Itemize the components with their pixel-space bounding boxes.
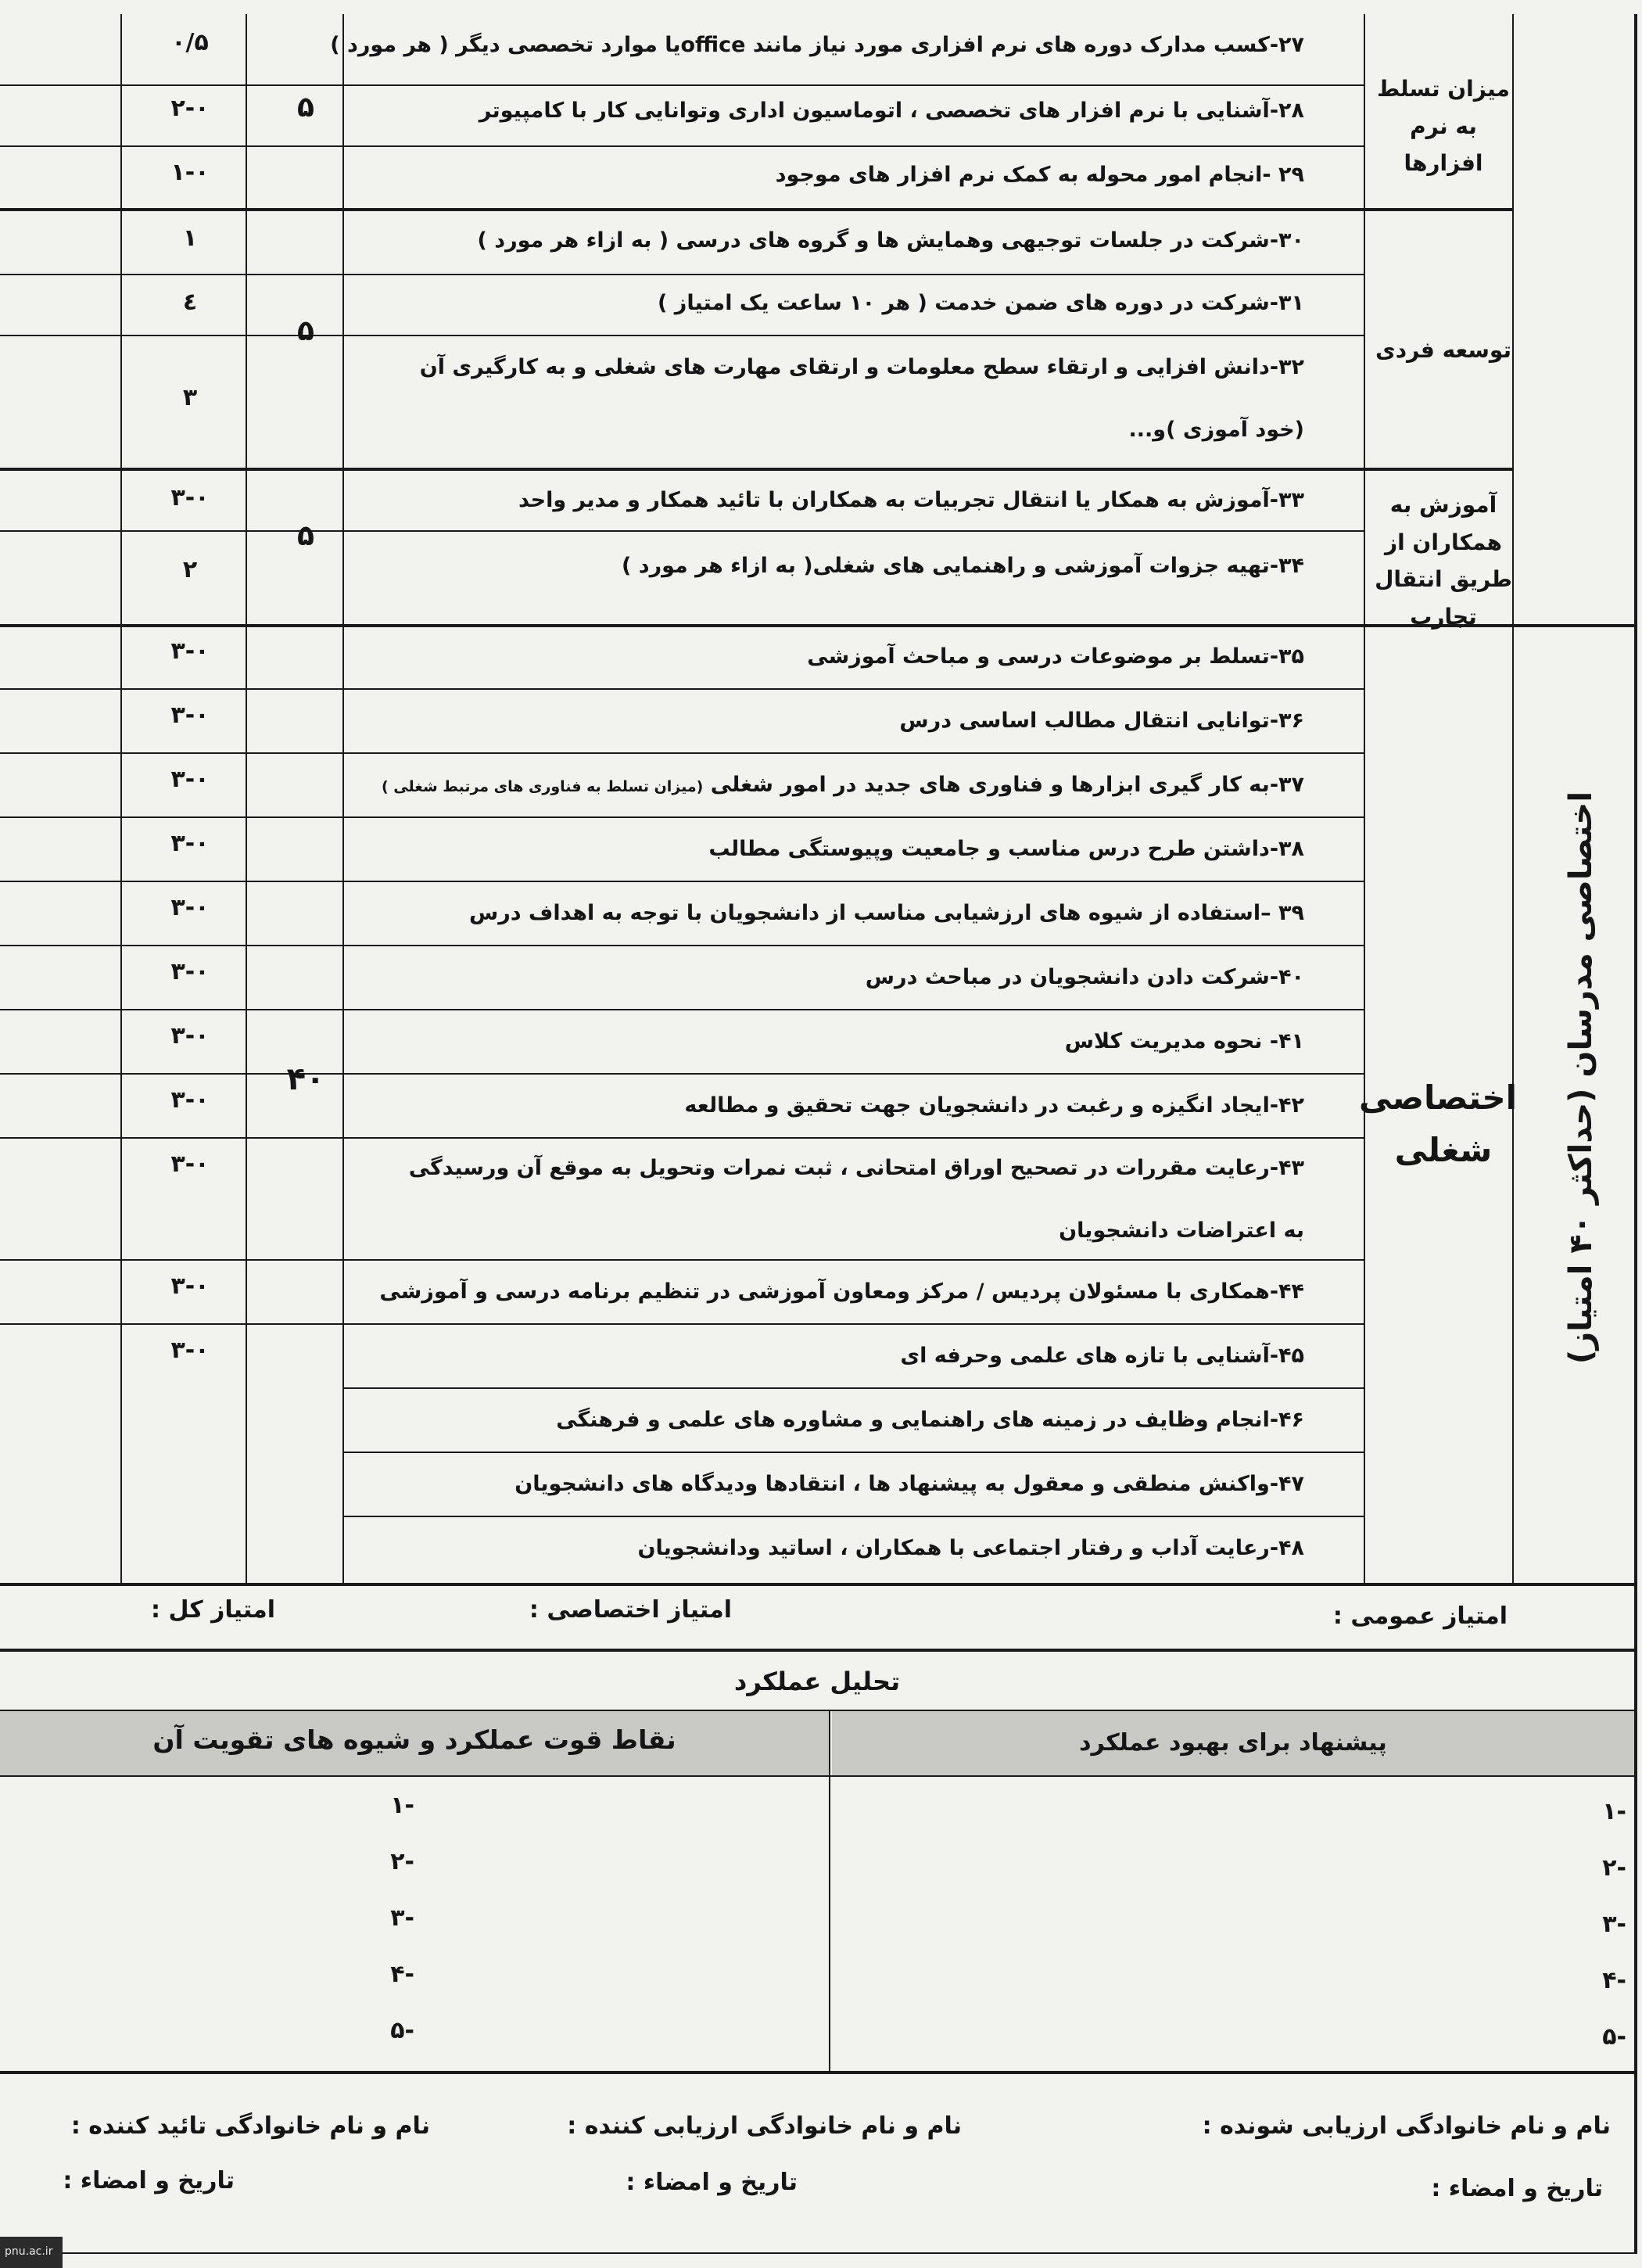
- row-divider: [0, 752, 1364, 754]
- criterion-37: [382, 774, 1304, 795]
- col-border: [120, 14, 122, 1584]
- row-divider: [0, 945, 1364, 946]
- score-30: ۱: [182, 224, 198, 252]
- vertical-instructors-label: اختصاصی مدرسان (حداکثر ۴۰ امتیاز): [1563, 791, 1599, 1365]
- general-score-label: امتیاز عمومی :: [1332, 1602, 1508, 1630]
- score-33: ۳-۰: [170, 484, 210, 511]
- strength-line-1: -۱: [390, 1792, 414, 1819]
- criterion-33: ۳۳-آموزش به همکار یا انتقال تجربیات به همکاران با تائید همکار و مدیر واحد: [518, 488, 1304, 512]
- row-divider: [0, 530, 1364, 532]
- category-personal-development: توسعه فردی: [1375, 337, 1511, 363]
- criterion-47: ۴۷-واکنش منطقی و معقول به پیشنهاد ها ، انتقادها ودیدگاه های دانشجویان: [514, 1472, 1304, 1496]
- row-divider: [342, 1387, 1364, 1389]
- evaluator-date-sign: تاریخ و امضاء :: [626, 2169, 798, 2196]
- page-right-border: [1634, 1595, 1637, 2252]
- improvement-line-3: -۳: [1602, 1911, 1626, 1938]
- col-border: [1364, 14, 1365, 1584]
- criterion-44: ۴۴-همکاری با مسئولان پردیس / مرکز ومعاون آموزشی در تنظیم برنامه درسی و آموزشی: [379, 1279, 1304, 1304]
- max-score: ۵: [297, 520, 314, 552]
- divider: [0, 1649, 1637, 1652]
- strength-line-5: -۵: [390, 2017, 414, 2044]
- category-job-specific: اختصاصی شغلی: [1358, 1078, 1517, 1170]
- criterion-40: ۴۰-شرکت دادن دانشجویان در مباحث درس: [865, 965, 1304, 989]
- criterion-36: ۳۶-توانایی انتقال مطالب اساسی درس: [899, 709, 1304, 733]
- criterion-41: ۴۱- نحوه مدیریت کلاس: [1064, 1029, 1304, 1053]
- row-divider: [0, 335, 1364, 336]
- evaluator-name-label: نام و نام خانوادگی ارزیابی کننده :: [567, 2112, 962, 2140]
- col-border: [1512, 14, 1514, 1584]
- max-score: ۴۰: [286, 1061, 325, 1097]
- improvement-line-2: -۲: [1602, 1854, 1626, 1882]
- criterion-32: ۳۲-دانش افزایی و ارتقاء سطح معلومات و ارتقای مهارت های شغلی و به کارگیری آن: [419, 355, 1304, 379]
- score-37: ۳-۰: [170, 766, 210, 793]
- criterion-34: ۳۴-تهیه جزوات آموزشی و راهنمایی های شغلی( به ازاء هر مورد ): [621, 554, 1304, 578]
- section-divider: [0, 208, 1514, 211]
- score-36: ۳-۰: [170, 702, 210, 729]
- criterion-43-cont: به اعتراضات دانشجویان: [1059, 1218, 1304, 1243]
- approver-name-label: نام و نام خانوادگی تائید کننده :: [70, 2112, 430, 2140]
- score-35: ۳-۰: [170, 637, 210, 665]
- strength-line-3: -۳: [390, 1904, 414, 1932]
- divider: [0, 1775, 1637, 1777]
- criterion-31: ۳۱-شرکت در دوره های ضمن خدمت ( هر ۱۰ ساعت یک امتیاز ): [658, 291, 1304, 315]
- evaluatee-date-sign: تاریخ و امضاء :: [1431, 2175, 1603, 2202]
- max-score: ۵: [297, 315, 314, 347]
- criterion-42: ۴۲-ایجاد انگیزه و رغبت در دانشجویان جهت تحقیق و مطالعه: [684, 1093, 1304, 1118]
- criterion-45: ۴۵-آشنایی با تازه های علمی وحرفه ای: [900, 1344, 1304, 1368]
- score-41: ۳-۰: [170, 1022, 210, 1050]
- row-divider: [0, 145, 1364, 147]
- section-divider: [0, 468, 1514, 471]
- criterion-46: ۴۶-انجام وظایف در زمینه های راهنمایی و مشاوره های علمی و فرهنگی: [556, 1408, 1304, 1432]
- strength-line-4: -۴: [390, 1961, 414, 1988]
- improvement-line-5: -۵: [1602, 2023, 1626, 2051]
- row-divider: [342, 1452, 1364, 1453]
- divider: [0, 2071, 1637, 2074]
- col-border: [342, 14, 344, 1584]
- score-43: ۳-۰: [170, 1150, 210, 1178]
- watermark-badge: [0, 2237, 63, 2268]
- criterion-37-note: (میزان تسلط به فناوری های مرتبط شغلی ): [381, 778, 704, 795]
- table-bottom-border: [0, 1583, 1637, 1586]
- row-divider: [0, 1259, 1364, 1261]
- criterion-39: ۳۹ –استفاده از شیوه های ارزشیابی مناسب از دانشجویان با توجه به اهداف درس: [469, 901, 1304, 925]
- row-divider: [0, 84, 1364, 86]
- criterion-30: ۳۰-شرکت در جلسات توجیهی وهمایش ها و گروه های درسی ( به ازاء هر مورد ): [477, 228, 1304, 253]
- category-peer-training: آموزش به همکاران از طریق انتقال تجارب: [1375, 492, 1512, 630]
- improvement-line-4: -۴: [1602, 1967, 1626, 1994]
- row-divider: [342, 1516, 1364, 1517]
- criterion-29: ۲۹ -انجام امور محوله به کمک نرم افزار های موجود: [775, 163, 1304, 187]
- score-45: ۳-۰: [170, 1337, 210, 1364]
- criterion-43: ۴۳-رعایت مقررات در تصحیح اوراق امتحانی ، ثبت نمرات وتحویل به موقع آن ورسیدگی: [408, 1156, 1304, 1180]
- watermark-text: pnu.ac.ir: [5, 2245, 53, 2258]
- strengths-header: نقاط قوت عملکرد و شیوه های تقویت آن: [152, 1724, 676, 1755]
- analysis-split: [829, 1711, 830, 2071]
- row-divider: [0, 1323, 1364, 1325]
- score-39: ۳-۰: [170, 894, 210, 921]
- criterion-48: ۴۸-رعایت آداب و رفتار اجتماعی با همکاران ، اساتید ودانشجویان: [637, 1536, 1304, 1560]
- specific-score-label: امتیاز اختصاصی :: [529, 1596, 732, 1624]
- row-divider: [0, 816, 1364, 818]
- approver-date-sign: تاریخ و امضاء :: [63, 2167, 235, 2194]
- score-38: ۳-۰: [170, 830, 210, 857]
- evaluatee-name-label: نام و نام خانوادگی ارزیابی شونده :: [1202, 2112, 1611, 2140]
- score-42: ۳-۰: [170, 1086, 210, 1114]
- row-divider: [0, 1137, 1364, 1139]
- score-32: ۳: [182, 384, 198, 411]
- table-right-border: [1634, 14, 1637, 1595]
- score-29: ۱-۰: [170, 159, 210, 186]
- analysis-title: تحلیل عملکرد: [733, 1667, 901, 1696]
- criterion-28: ۲۸-آشنایی با نرم افزار های تخصصی ، اتوماسیون اداری وتوانایی کار با کامپیوتر: [479, 99, 1304, 123]
- max-score: ۵: [297, 92, 314, 124]
- criterion-27: ۲۷-کسب مدارک دوره های نرم افزاری مورد نیاز مانند officeیا موارد تخصصی دیگر ( هر مورد ): [330, 33, 1304, 57]
- overall-score-label: امتیاز کل :: [151, 1596, 275, 1624]
- criterion-32-cont: (خود آموزی )و...: [1128, 418, 1304, 442]
- criterion-37-text: ۳۷-به کار گیری ابزارها و فناوری های جدید در امور شغلی: [710, 773, 1304, 797]
- score-40: ۳-۰: [170, 958, 210, 985]
- score-28: ۲-۰: [170, 95, 210, 122]
- row-divider: [0, 1009, 1364, 1010]
- criterion-38: ۳۸-داشتن طرح درس مناسب و جامعیت وپیوستگی مطالب: [708, 837, 1304, 861]
- strength-line-2: -۲: [390, 1848, 414, 1875]
- page-bottom-border: [0, 2252, 1637, 2254]
- score-31: ٤: [182, 289, 198, 316]
- improvement-line-1: -۱: [1602, 1798, 1626, 1825]
- row-divider: [0, 881, 1364, 882]
- improvement-header: پیشنهاد برای بهبود عملکرد: [1079, 1729, 1387, 1757]
- score-34: ۲: [182, 556, 198, 583]
- category-software-skills: میزان تسلط به نرم افزارها: [1377, 76, 1510, 177]
- row-divider: [0, 688, 1364, 690]
- score-44: ۳-۰: [170, 1272, 210, 1300]
- row-divider: [0, 274, 1364, 275]
- criterion-35: ۳۵-تسلط بر موضوعات درسی و مباحث آموزشی: [807, 644, 1304, 669]
- score-27: ۰/۵: [171, 29, 209, 56]
- row-divider: [0, 1073, 1364, 1075]
